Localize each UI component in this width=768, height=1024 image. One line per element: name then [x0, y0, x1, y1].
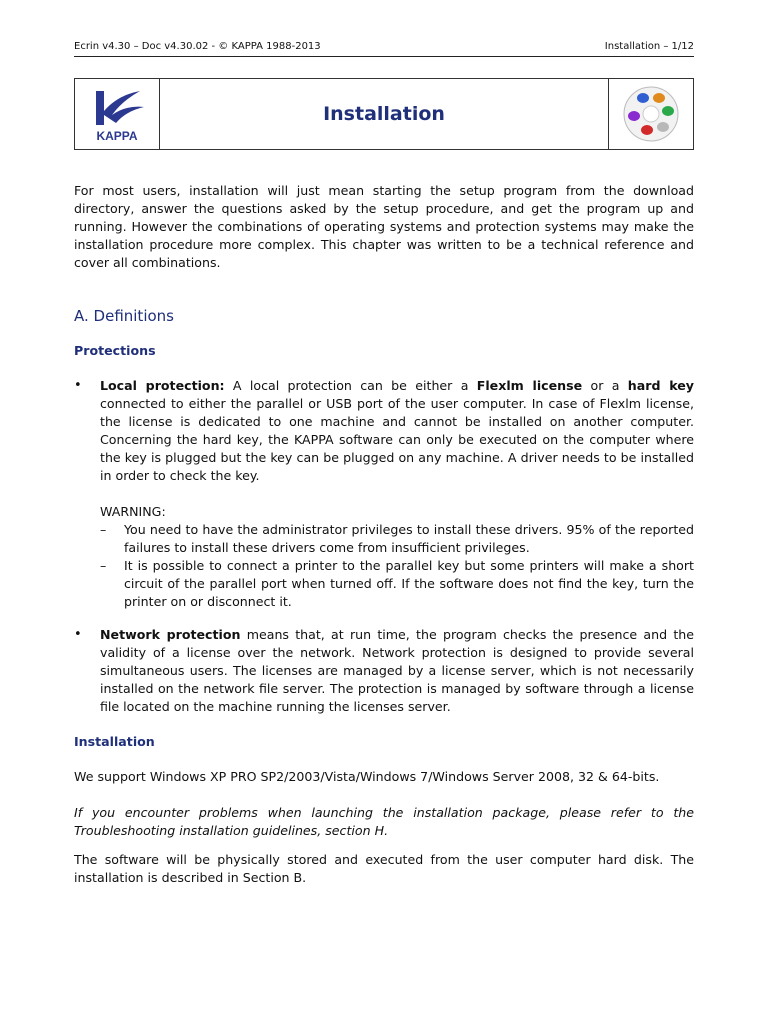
header-doc-info: Ecrin v4.30 – Doc v4.30.02 - © KAPPA 1988-2013	[74, 41, 321, 52]
section-heading-definitions: A. Definitions	[74, 307, 174, 325]
header-page-number: Installation – 1/12	[604, 41, 694, 52]
network-protection-text: Network protection means that, at run time, the program checks the presence and the validity of a license over the network. Network protection is designed to provide several simultaneous users. The licenses are managed by a license server, which is not necessarily installed on the network file server. The protection is managed by software through a license file located on the machine running the licenses server.	[100, 627, 695, 714]
hardkey-term: hard key	[627, 378, 694, 393]
subheading-protections: Protections	[74, 343, 156, 358]
running-header	[74, 40, 694, 57]
warning-label: WARNING:	[100, 504, 166, 519]
local-protection-label: Local protection:	[100, 378, 225, 393]
storage-paragraph: The software will be physically stored and executed from the user computer hard disk. The installation is described in Section B.	[74, 852, 694, 885]
subheading-installation: Installation	[74, 734, 155, 749]
flexlm-term: Flexlm license	[476, 378, 583, 393]
bullet-network-protection	[74, 626, 694, 716]
bullet-icon: •	[74, 378, 82, 393]
intro-paragraph: For most users, installation will just mean starting the setup program from the download directory, answer the questions asked by the setup procedure, and get the program up and running. However the combinations of operating systems and protection systems may make the installation procedure more complex. This chapter was written to be a technical reference and cover all combinations.	[74, 183, 694, 270]
bullet-icon: •	[74, 627, 82, 642]
warning-item: – It is possible to connect a printer to the parallel key but some printers will make a short circuit of the parallel port when turned off. If the software does not find the key, turn the printer on or disconnect it.	[100, 558, 694, 609]
product-badge-icon	[608, 79, 693, 149]
warning-item: – You need to have the administrator privileges to install these drivers. 95% of the reported failures to install these drivers come from insufficient privileges.	[100, 522, 694, 555]
supported-systems-text: We support Windows XP PRO SP2/2003/Vista/Windows 7/Windows Server 2008, 32 & 64-bits.	[74, 769, 660, 784]
bullet-local-protection	[74, 377, 694, 611]
troubleshooting-note: If you encounter problems when launching the installation package, please refer to the Troubleshooting installation guidelines, section H.	[74, 805, 694, 838]
chapter-title: Installation	[323, 103, 445, 125]
svg-text:KAPPA: KAPPA	[96, 129, 138, 143]
kappa-logo	[75, 79, 160, 149]
local-protection-text: Local protection: A local protection can be either a Flexlm license or a hard key connected to either the parallel or USB port of the user computer. In case of Flexlm license, the license is dedicated to one machine and cannot be installed on another computer. Concerning the hard key, the KAPPA software can only be executed on the computer where the key is plugged but the key can be plugged on any machine. A driver needs to be installed in order to check the key.	[100, 378, 694, 483]
network-protection-label: Network protection	[100, 627, 241, 642]
warning-block	[100, 503, 694, 611]
chapter-banner	[74, 78, 694, 150]
